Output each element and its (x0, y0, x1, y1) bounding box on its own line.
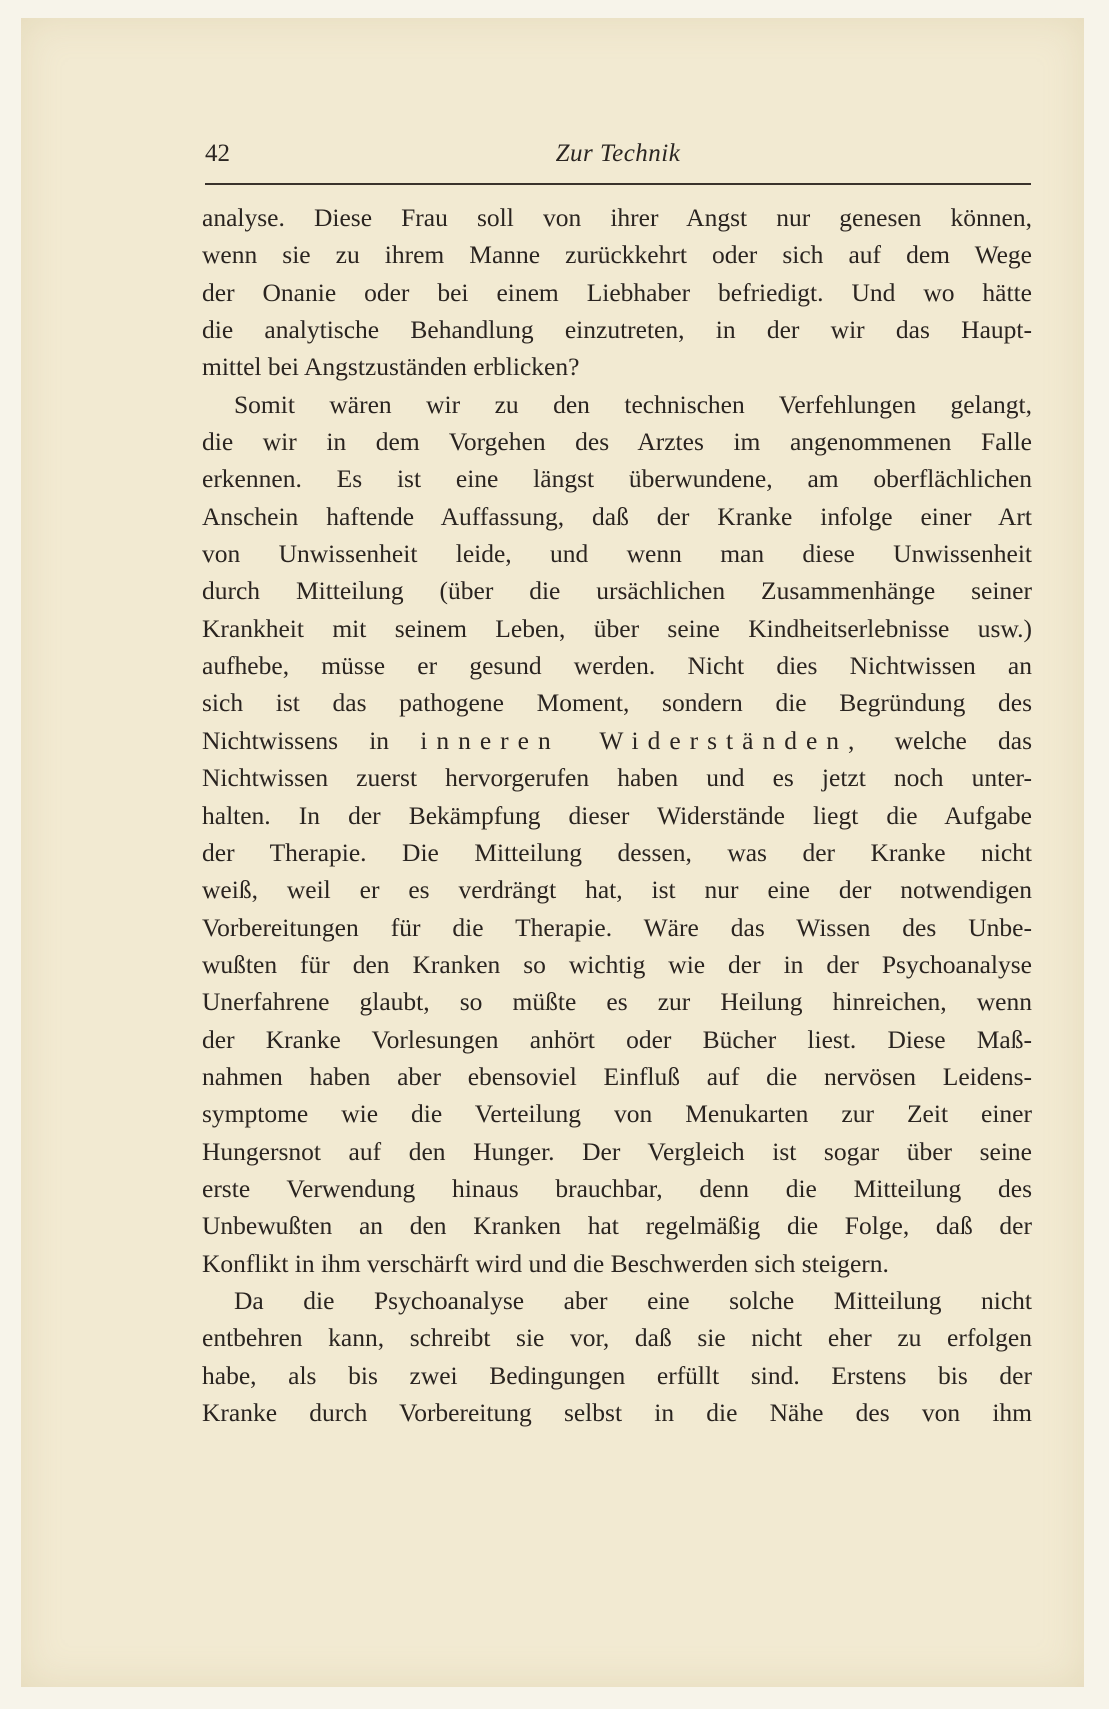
text-line: Somit wären wir zu den technischen Verfehlungen gelangt, (234, 389, 1032, 419)
text-line: Krankheit mit seinem Leben, über seine Kindheitserlebnisse usw.) (202, 613, 1032, 643)
text-line: Vorbereitungen für die Therapie. Wäre das Wissen des Unbe- (202, 912, 1032, 942)
text-line: erste Verwendung hinaus brauchbar, denn die Mitteilung des (202, 1173, 1032, 1203)
text-segment: Nichtwissens in (202, 725, 390, 755)
text-line: nahmen haben aber ebensoviel Einfluß auf die nervösen Leidens- (202, 1061, 1032, 1091)
running-title: Zur Technik (555, 140, 681, 167)
text-line: analyse. Diese Frau soll von ihrer Angst nur genesen können, (202, 203, 1032, 232)
text-line: halten. In der Bekämpfung dieser Widerstände liegt die Aufgabe (202, 800, 1032, 830)
text-line: Nichtwissen zuerst hervorgerufen haben und es jetzt noch unter- (202, 763, 1032, 793)
text-line: von Unwissenheit leide, und wenn man diese Unwissenheit (202, 539, 1032, 569)
text-line: die wir in dem Vorgehen des Arztes im angenommenen Falle (202, 427, 1032, 457)
text-line: der Onanie oder bei einem Liebhaber befriedigt. Und wo hätte (202, 277, 1032, 307)
text-line: habe, als bis zwei Bedingungen erfüllt sind. Erstens bis der (202, 1360, 1032, 1390)
text-line: die analytische Behandlung einzutreten, in der wir das Haupt- (202, 315, 1032, 345)
text-line: Hungersnot auf den Hunger. Der Vergleich ist sogar über seine (202, 1136, 1032, 1166)
text-segment: welche das (894, 725, 1033, 755)
text-line: wenn sie zu ihrem Manne zurückkehrt oder sich auf dem Wege (202, 240, 1032, 270)
text-line: durch Mitteilung (über die ursächlichen Zusammenhänge seiner (202, 576, 1032, 606)
text-line: Konflikt in ihm verschärft wird und die Beschwerden sich steigern. (202, 1248, 889, 1278)
body-text (202, 199, 1032, 1431)
text-line: Kranke durch Vorbereitung selbst in die Nähe des von ihm (202, 1398, 1032, 1427)
emphasized-spaced-text: inneren Widerständen, (420, 725, 864, 755)
text-line: erkennen. Es ist eine längst überwundene, am oberflächlichen (202, 464, 1032, 494)
text-line: Unerfahrene glaubt, so müßte es zur Heilung hinreichen, wenn (202, 987, 1032, 1017)
text-line: wußten für den Kranken so wichtig wie der in der Psychoanalyse (202, 949, 1032, 979)
text-line: der Kranke Vorlesungen anhört oder Bücher liest. Diese Maß- (202, 1024, 1032, 1054)
header-rule (205, 183, 1031, 185)
text-line: mittel bei Angstzuständen erblicken? (202, 352, 580, 382)
text-line: Da die Psychoanalyse aber eine solche Mitteilung nicht (234, 1285, 1032, 1315)
text-line: weiß, weil er es verdrängt hat, ist nur eine der notwendigen (202, 875, 1032, 905)
text-line (202, 722, 1032, 759)
page-number: 42 (205, 140, 230, 167)
text-line: entbehren kann, schreibt sie vor, daß sie nicht eher zu erfolgen (202, 1323, 1032, 1353)
text-line: sich ist das pathogene Moment, sondern die Begründung des (202, 688, 1032, 718)
text-line: der Therapie. Die Mitteilung dessen, was der Kranke nicht (202, 837, 1032, 867)
text-line: aufhebe, müsse er gesund werden. Nicht dies Nichtwissen an (202, 651, 1032, 681)
text-line: Anschein haftende Auffassung, daß der Kranke infolge einer Art (202, 501, 1032, 531)
page-header (205, 140, 1031, 172)
text-line: Unbewußten an den Kranken hat regelmäßig die Folge, daß der (202, 1211, 1032, 1241)
text-line: symptome wie die Verteilung von Menukarten zur Zeit einer (202, 1099, 1032, 1129)
